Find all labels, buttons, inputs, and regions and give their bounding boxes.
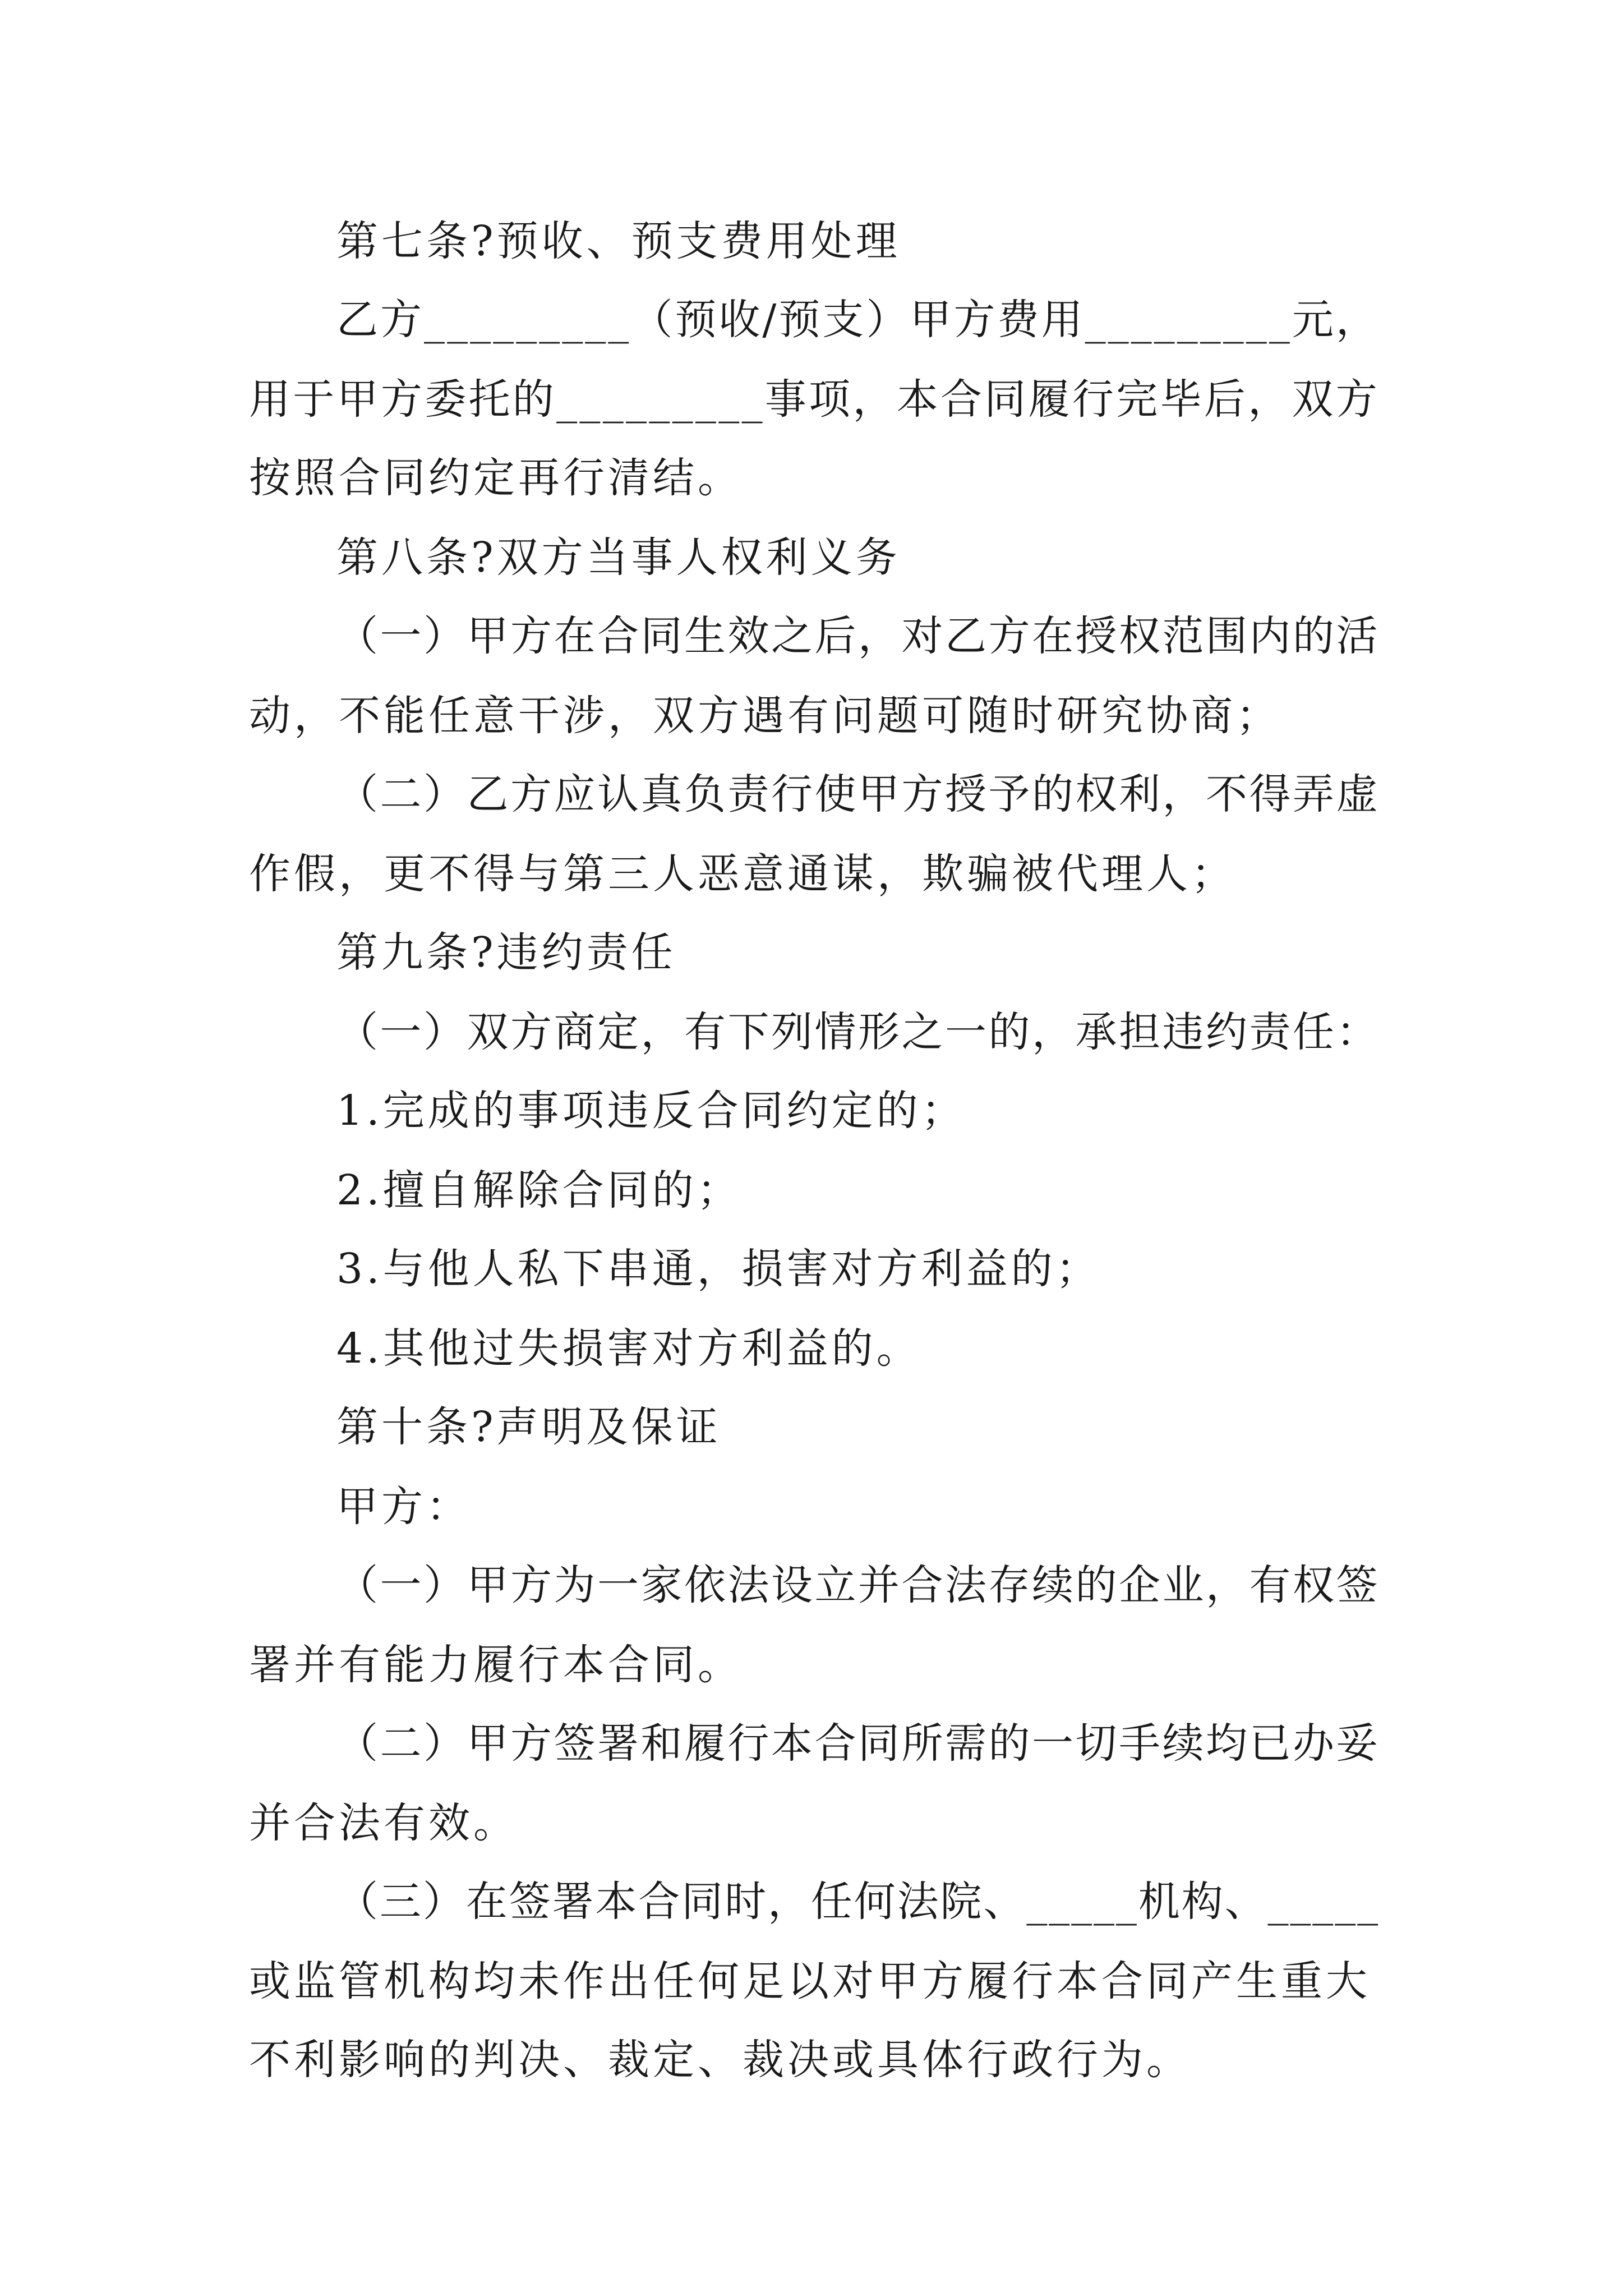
- list-item: 4.其他过失损害对方利益的。: [336, 1324, 921, 1373]
- list-item: 1.完成的事项违反合同约定的；: [336, 1087, 966, 1135]
- paragraph-line: （二）甲方签署和履行本合同所需的一切手续均已办妥: [336, 1719, 1380, 1768]
- paragraph-line: 并合法有效。: [249, 1799, 518, 1847]
- paragraph-line: 或监管机构均未作出任何足以对甲方履行本合同产生重大: [249, 1957, 1371, 2005]
- article-9-heading: 第九条?违约责任: [336, 928, 676, 977]
- list-item: 3.与他人私下串通，损害对方利益的；: [336, 1245, 1101, 1293]
- paragraph-line: （二）乙方应认真负责行使甲方授予的权利，不得弄虚: [336, 770, 1380, 818]
- paragraph-line: 动，不能任意干涉，双方遇有问题可随时研究协商；: [249, 692, 1281, 740]
- paragraph-line: （一）甲方在合同生效之后，对乙方在授权范围内的活: [336, 612, 1380, 660]
- article-10-heading: 第十条?声明及保证: [336, 1403, 721, 1451]
- paragraph-line: 按照合同约定再行清结。: [249, 454, 743, 502]
- paragraph-line: 不利影响的判决、裁定、裁决或具体行政行为。: [249, 2036, 1191, 2084]
- list-item: 2.擅自解除合同的；: [336, 1166, 742, 1214]
- party-label: 甲方：: [336, 1483, 471, 1531]
- paragraph-line: （一）甲方为一家依法设立并合法存续的企业，有权签: [336, 1561, 1380, 1609]
- paragraph-line: 乙方_________（预收/预支）甲方费用_________元，: [336, 296, 1380, 344]
- paragraph-line: 署并有能力履行本合同。: [249, 1641, 743, 1689]
- article-7-heading: 第七条?预收、预支费用处理: [336, 217, 901, 265]
- paragraph-line: 用于甲方委托的_________事项，本合同履行完毕后，双方: [249, 375, 1380, 424]
- paragraph-line: （三）在签署本合同时，任何法院、_____机构、_____: [336, 1878, 1380, 1926]
- article-8-heading: 第八条?双方当事人权利义务: [336, 533, 901, 582]
- paragraph-line: 作假，更不得与第三人恶意通谋，欺骗被代理人；: [249, 850, 1236, 898]
- paragraph-line: （一）双方商定，有下列情形之一的，承担违约责任：: [336, 1008, 1380, 1056]
